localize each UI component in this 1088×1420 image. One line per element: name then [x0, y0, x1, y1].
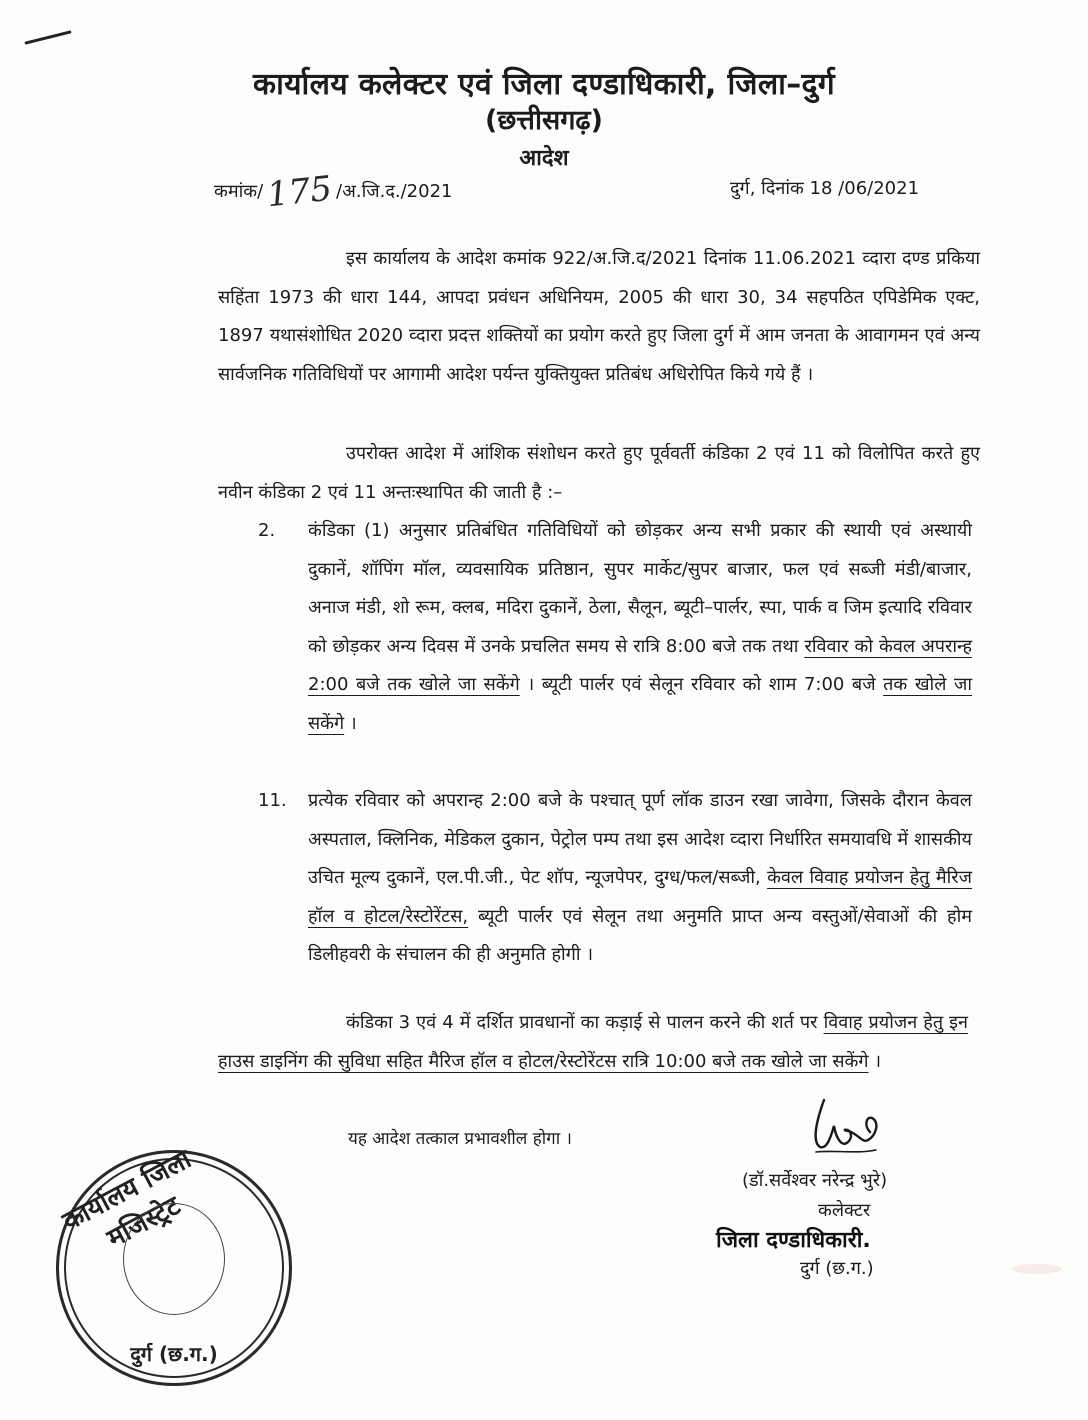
effective-statement: यह आदेश तत्काल प्रभावशील होगा । [348, 1129, 572, 1149]
order-date: दुर्ग, दिनांक 18 /06/2021 [730, 178, 920, 199]
pen-mark [24, 30, 71, 45]
underlined-text: विवाह प्रयोजन हेतु इन हाउस डाइनिंग की सुविधा सहित मैरिज हॉल व होटल/रेस्टोरेंटस रात्रि 10:00 बजे तक खोले जा सकेंगे [218, 1012, 968, 1072]
clause-11 [258, 782, 978, 1012]
signatory-title: कलेक्टर [818, 1200, 871, 1221]
underlined-text: तक खोले जा सकेंगे [308, 674, 972, 734]
clause-number: 11. [258, 790, 287, 811]
stamp-arc-text: कार्यालय जिला मजिस्ट्रेट [57, 1144, 197, 1255]
paragraph-amendment: उपरोक्त आदेश में आंशिक संशोधन करते हुए पूर्ववर्ती कंडिका 2 एवं 11 को विलोपित करते हुए नवीन कंडिका 2 एवं 11 अन्तःस्थापित की जाती है :– [218, 443, 980, 503]
clause-text: कंडिका (1) अनुसार प्रतिबंधित गतिविधियों को छोड़कर अन्य सभी प्रकार की स्थायी एवं अस्थायी दुकानें, शॉपिंग मॉल, व्यवसायिक प्रतिष्ठान, सुपर मार्केट/सुपर बाजार, फल एवं सब्जी मंडी/बाजार, अनाज मंडी, शो रूम, क्लब, मदिरा दुकानें, ठेला, सैलून, ब्यूटी–पार्लर, स्पा, पार्क व जिम इत्यादि रविवार को छोड़कर अन्य दिवस में उनके प्रचलित समय से रात्रि 8:00 बजे तक तथा रविवार को केवल अपरान्ह 2:00 बजे तक खोले जा सकेंगे । ब्यूटी पार्लर एवं सेलून रविवार को शाम 7:00 बजे तक खोले जा सकेंगे । [308, 520, 972, 734]
office-seal-stamp [56, 1144, 292, 1386]
clause-2 [258, 512, 978, 782]
designation-place: दुर्ग (छ.ग.) [800, 1258, 874, 1279]
underlined-text: केवल विवाह प्रयोजन हेतु मैरिज हॉल व होटल/रेस्टोरेंटस, [308, 867, 972, 927]
office-title: कार्यालय कलेक्टर एवं जिला दण्डाधिकारी, जिला–दुर्ग [253, 67, 835, 102]
reference-suffix: /अ.जि.द./2021 [336, 181, 453, 202]
reference-number [214, 168, 453, 216]
stamp-bottom-text: दुर्ग (छ.ग.) [130, 1342, 218, 1366]
reference-prefix: कमांक/ [214, 181, 264, 202]
document-type: आदेश [519, 146, 569, 171]
signatory-name: (डॉ.सर्वेश्वर नरेन्द्र भुरे) [742, 1170, 888, 1191]
handwritten-order-number: 175 [265, 168, 334, 216]
paper-stain [1012, 1264, 1062, 1274]
stamp-emblem [123, 1203, 225, 1315]
paragraph-marriage-halls: कंडिका 3 एवं 4 में दर्शित प्रावधानों का कड़ाई से पालन करने की शर्त पर विवाह प्रयोजन हेतु इन हाउस डाइनिंग की सुविधा सहित मैरिज हॉल व होटल/रेस्टोरेंटस रात्रि 10:00 बजे तक खोले जा सकेंगे । [218, 1012, 968, 1072]
designation-seal: जिला दण्डाधिकारी. [716, 1228, 871, 1253]
handwritten-signature [806, 1092, 886, 1162]
clause-number: 2. [258, 520, 276, 541]
paragraph-intro: इस कार्यालय के आदेश कमांक 922/अ.जि.द/2021 दिनांक 11.06.2021 व्दारा दण्ड प्रकिया सहिंता 1973 की धारा 144, आपदा प्रवंधन अधिनियम, 2005 की धारा 30, 34 सहपठित एपिडेमिक एक्ट, 1897 यथासंशोधित 2020 व्दारा प्रदत्त शक्तियों का प्रयोग करते हुए जिला दुर्ग में आम जनता के आवागमन एवं अन्य सार्वजनिक गतिविधियों पर आगामी आदेश पर्यन्त युक्तियुक्त प्रतिबंध अधिरोपित किये गये हैं । [218, 248, 981, 385]
underlined-text: रविवार को केवल अपरान्ह 2:00 बजे तक खोले जा सकेंगे [308, 635, 972, 696]
state-subtitle: (छत्तीसगढ़) [485, 105, 603, 136]
clause-text: प्रत्येक रविवार को अपरान्ह 2:00 बजे के पश्चात् पूर्ण लॉक डाउन रखा जावेगा, जिसके दौरान केवल अस्पताल, क्लिनिक, मेडिकल दुकान, पेट्रोल पम्प तथा इस आदेश व्दारा निर्धारित समयावधि में शासकीय उचित मूल्य दुकानें, एल.पी.जी., पेट शॉप, न्यूजपेपर, दुग्ध/फल/सब्जी, केवल विवाह प्रयोजन हेतु मैरिज हॉल व होटल/रेस्टोरेंटस, ब्यूटी पार्लर एवं सेलून तथा अनुमति प्राप्त अन्य वस्तुओं/सेवाओं की होम डिलीहवरी के संचालन की ही अनुमति होगी । [308, 790, 972, 966]
